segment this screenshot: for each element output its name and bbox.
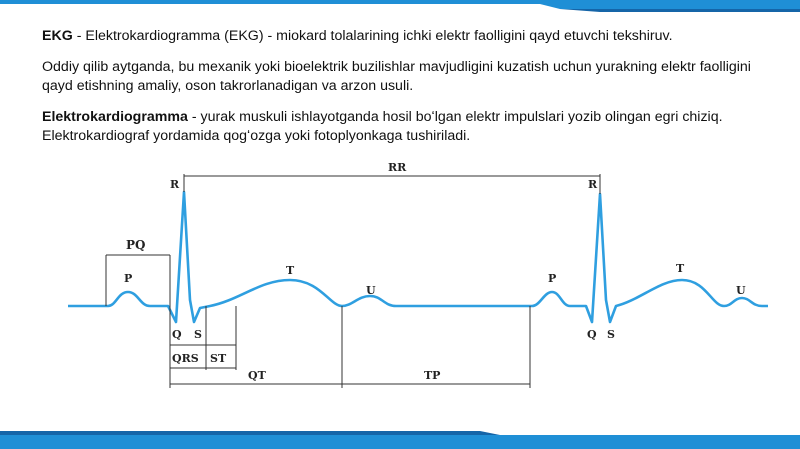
label-st: ST — [210, 352, 227, 365]
label-t-second: T — [676, 262, 685, 275]
label-qrs: QRS — [172, 352, 199, 365]
label-p-first: P — [124, 272, 133, 285]
term-electrocardiogram: Elektrokardiogramma — [42, 109, 188, 125]
label-s-second: S — [607, 328, 615, 341]
label-p-second: P — [548, 272, 557, 285]
label-t-first: T — [286, 264, 295, 277]
label-rr: RR — [388, 161, 407, 174]
ekg-trace — [68, 192, 768, 322]
term-ekg: EKG — [42, 28, 73, 44]
label-q-second: Q — [587, 328, 597, 341]
label-q-first: Q — [172, 328, 182, 341]
paragraph-text: Oddiy qilib aytganda, bu mexanik yoki bioelektrik buzilishlar mavjudligini kuzatish uchun yurakning elektr faolligini qayd etishning amaliy, oson takrorlanadigan va arzon usuli. — [42, 59, 751, 94]
label-r-second: R — [588, 178, 598, 191]
bottom-decor-bar — [0, 429, 800, 449]
label-pq: PQ — [126, 238, 146, 252]
label-qt: QT — [248, 369, 266, 382]
label-r-first: R — [170, 178, 180, 191]
label-s-first: S — [194, 328, 202, 341]
label-u-second: U — [736, 284, 746, 297]
paragraph-text: - yurak muskuli ishlayotganda hosil boʻlgan elektr impulslari yozib olingan egri chiziq. Elektrokardiograf yordamida qogʻozga yoki fotoplyonkaga tushiriladi. — [42, 109, 723, 144]
paragraph-text: - Elektrokardiogramma (EKG) - miokard tolalarining ichki elektr faolligini qayd etuvchi tekshiruv. — [72, 28, 673, 44]
label-tp: TP — [424, 369, 441, 382]
label-u-first: U — [366, 284, 376, 297]
